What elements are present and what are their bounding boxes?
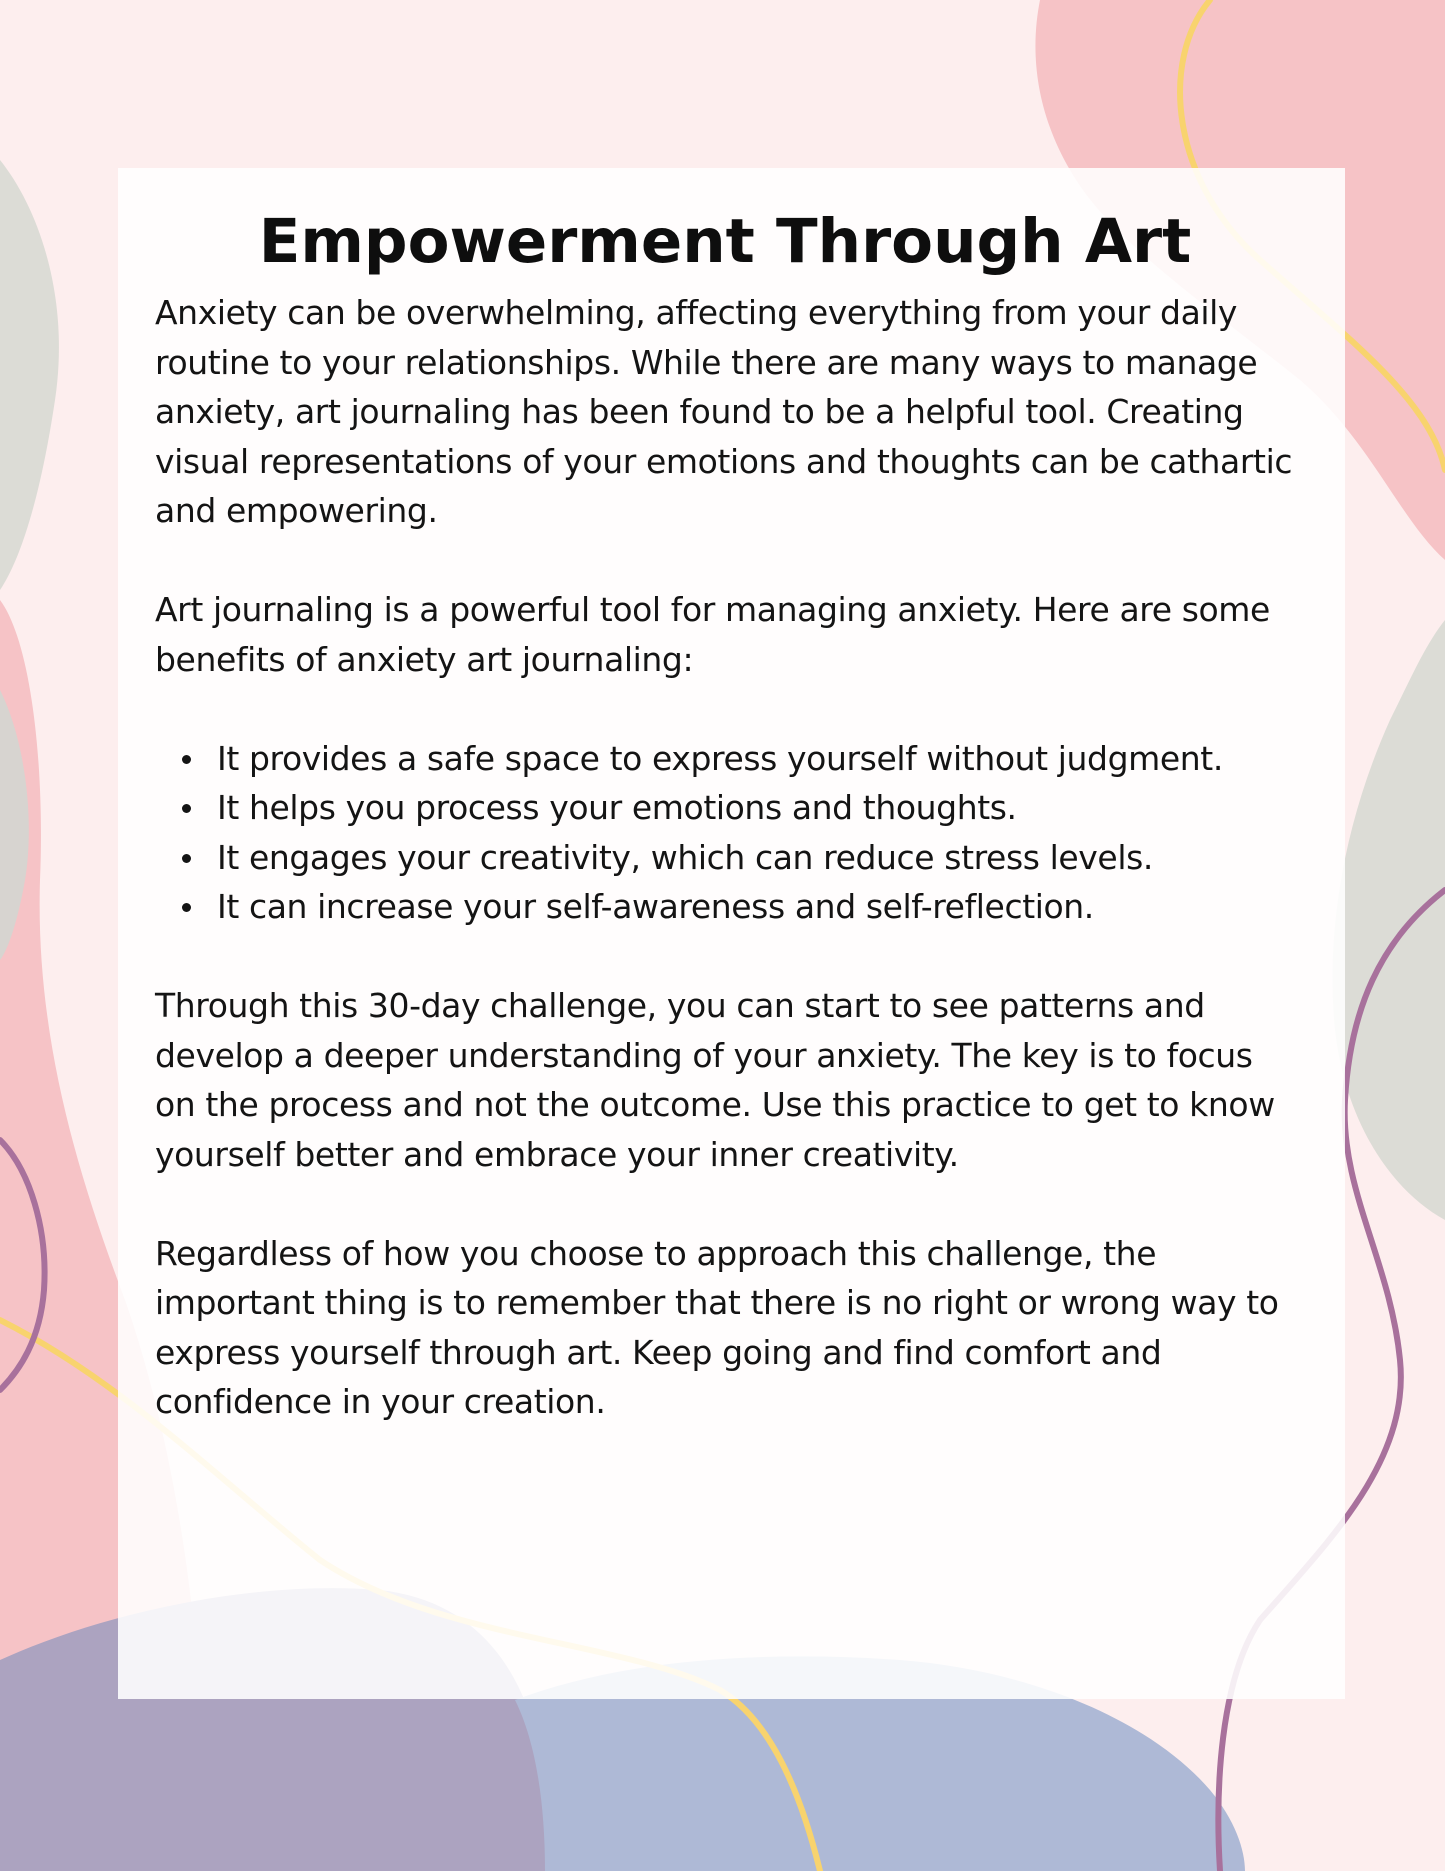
benefit-text: It engages your creativity, which can reduce stress levels. [217,837,1153,877]
bullet-icon [182,804,191,813]
benefits-intro-paragraph: Art journaling is a powerful tool for managing anxiety. Here are some benefits of anxiety art journaling: [155,590,1270,679]
content-card [118,168,1345,1699]
bullet-icon [182,755,191,764]
benefit-text: It can increase your self-awareness and self-reflection. [217,887,1094,926]
sage-blob-right [1332,620,1445,1220]
bullet-icon [182,903,191,912]
closing-paragraph: Regardless of how you choose to approach this challenge, the important thing is to remember that there is no right or wrong way to express yourself through art. Keep going and find comfort and confidence in your creation. [155,1233,1279,1421]
list-item [178,882,1295,932]
article-body [155,288,1295,1427]
benefit-text: It helps you process your emotions and thoughts. [217,788,1017,827]
sage-blob-left [0,160,59,590]
benefits-list [155,734,1295,932]
bullet-icon [182,854,191,863]
list-item [178,734,1295,784]
page-title: Empowerment Through Art [258,206,1192,277]
benefit-text: It provides a safe space to express yourself without judgment. [217,738,1223,778]
intro-paragraph: Anxiety can be overwhelming, affecting everything from your daily routine to your relationships. While there are many ways to manage anxiety, art journaling has been found to be a helpful tool. Creating visual representations of your emotions and thoughts can be cathartic and empowering. [155,293,1293,530]
challenge-paragraph: Through this 30-day challenge, you can start to see patterns and develop a deeper understanding of your anxiety. The key is to focus on the process and not the outcome. Use this practice to get to know yourself better and embrace your inner creativity. [155,986,1275,1174]
list-item [178,783,1295,833]
list-item [178,833,1295,883]
